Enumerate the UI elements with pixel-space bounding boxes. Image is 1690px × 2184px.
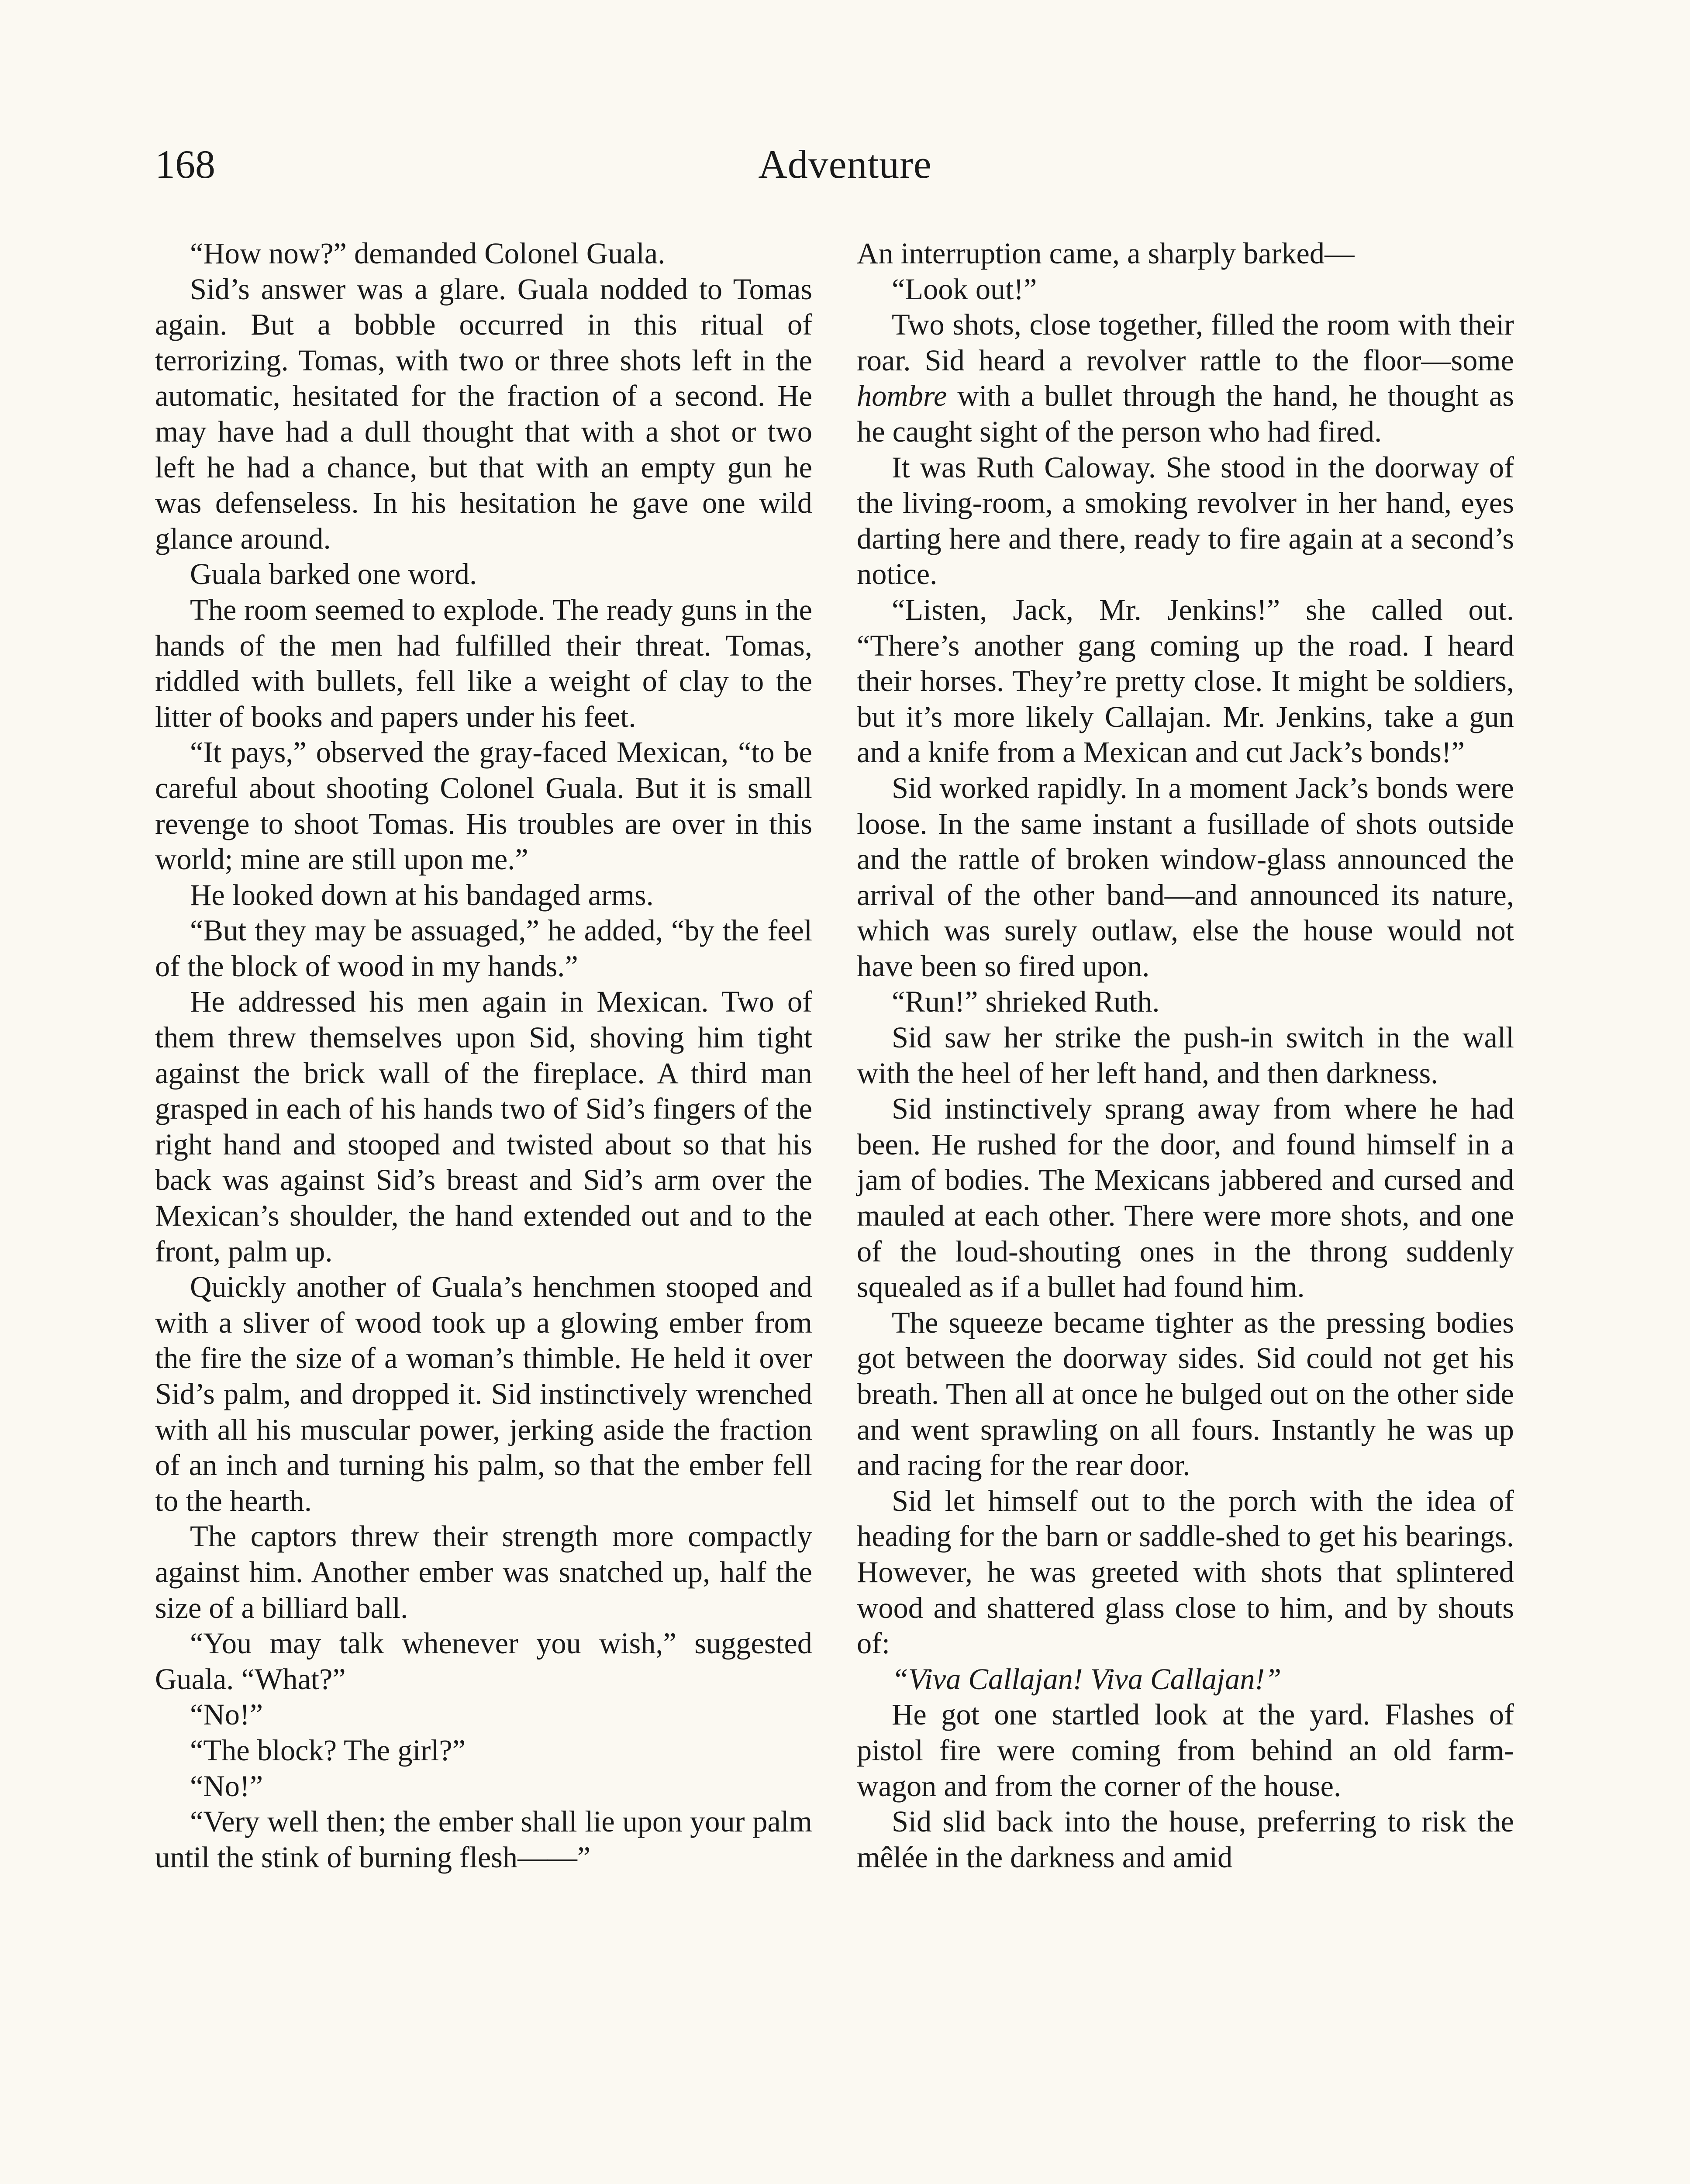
paragraph: He looked down at his bandaged arms.: [190, 878, 654, 912]
paragraph: Sid instinctively sprang away from where he had been. He rushed for the door, and found himself in a jam of bodies. The Mexicans jabbered and cursed and mauled at each other. There were more shots, and one of the loud-shouting ones in the throng suddenly squealed as if a bullet had found him.: [857, 1092, 1514, 1304]
paragraph: Sid saw her strike the push-in switch in the wall with the heel of her left hand, and then darkness.: [857, 1021, 1514, 1090]
continuation-line: An interruption came, a sharply barked—: [857, 237, 1355, 270]
paragraph: “Listen, Jack, Mr. Jenkins!” she called out. “There’s another gang coming up the road. I heard their horses. They’re pretty close. It might be soldiers, but it’s more likely Callajan. Mr. Jenkins, take a gun and a knife from a Mexican and cut Jack’s bonds!”: [857, 593, 1514, 769]
paragraph: He addressed his men again in Mexican. Two of them threw themselves upon Sid, shoving him tight against the brick wall of the fireplace. A third man grasped in each of his hands two of Sid’s fingers of the right hand and stooped and twisted about so that his back was against Sid’s breast and Sid’s arm over the Mexican’s shoulder, the hand extended out and to the front, palm up.: [155, 985, 812, 1268]
paragraph: [857, 307, 1514, 449]
paragraph: Sid worked rapidly. In a moment Jack’s bonds were loose. In the same instant a fusillade of shots outside and the rattle of broken window-glass announced the arrival of the other band—and announced its nature, which was surely outlaw, else the house would not have been so fired upon.: [857, 771, 1514, 983]
paragraph: Quickly another of Guala’s henchmen stooped and with a sliver of wood took up a glowing ember from the fire the size of a woman’s thimble. He held it over Sid’s palm, and dropped it. Sid instinctively wrenched with all his muscular power, jerking aside the fraction of an inch and turning his palm, so that the ember fell to the hearth.: [155, 1270, 812, 1517]
running-head-title: Adventure: [758, 142, 932, 187]
page-number: 168: [155, 142, 215, 187]
paragraph: Sid slid back into the house, preferring to risk the mêlée in the darkness and amid: [857, 1805, 1514, 1874]
paragraph: Sid let himself out to the porch with the idea of heading for the barn or saddle-shed to get his bearings. However, he was greeted with shots that splintered wood and shattered glass close to him, and by shouts of:: [857, 1484, 1514, 1660]
paragraph: “Look out!”: [892, 272, 1037, 306]
paragraph: “You may talk whenever you wish,” suggested Guala. “What?”: [155, 1627, 812, 1696]
paragraph: “Run!” shrieked Ruth.: [892, 985, 1160, 1019]
paragraph: Sid’s answer was a glare. Guala nodded to Tomas again. But a bobble occurred in this ritual of terrorizing. Tomas, with two or three shots left in the automatic, hesitated for the fraction of a second. He may have had a dull thought that with a shot or two left he had a chance, but that with an empty gun he was defenseless. In his hesitation he gave one wild glance around.: [155, 272, 812, 555]
paragraph: It was Ruth Caloway. She stood in the doorway of the living-room, a smoking revolver in her hand, eyes darting here and there, ready to fire again at a second’s notice.: [857, 450, 1514, 591]
paragraph: He got one startled look at the yard. Flashes of pistol fire were coming from behind an old farm-wagon and from the corner of the house.: [857, 1698, 1514, 1803]
paragraph: Guala barked one word.: [190, 557, 477, 591]
paragraph: “No!”: [190, 1769, 263, 1803]
paragraph: The squeeze became tighter as the pressing bodies got between the doorway sides. Sid could not get his breath. Then all at once he bulged out on the other side and went sprawling on all fours. Instantly he was up and racing for the rear door.: [857, 1306, 1514, 1482]
text-run: Two shots, close together, filled the room with their roar. Sid heard a revolver rattle to the floor—some: [857, 308, 1514, 377]
paragraph: “No!”: [190, 1698, 263, 1731]
paragraph: “How now?” demanded Colonel Guala.: [190, 237, 666, 270]
paragraph: The captors threw their strength more compactly against him. Another ember was snatched up, half the size of a billiard ball.: [155, 1520, 812, 1624]
paragraph: [857, 1662, 1514, 1697]
paragraph: “Very well then; the ember shall lie upon your palm until the stink of burning flesh——”: [155, 1805, 812, 1874]
right-column: [857, 236, 1514, 1875]
paragraph: The room seemed to explode. The ready guns in the hands of the men had fulfilled their threat. Tomas, riddled with bullets, fell like a weight of clay to the litter of books and papers under his feet.: [155, 593, 812, 733]
paragraph: “It pays,” observed the gray-faced Mexican, “to be careful about shooting Colonel Guala. But it is small revenge to shoot Tomas. His troubles are over in this world; mine are still upon me.”: [155, 736, 812, 876]
paragraph: “The block? The girl?”: [190, 1733, 466, 1767]
paragraph: “But they may be assuaged,” he added, “by the feel of the block of wood in my hands.”: [155, 914, 812, 983]
italic-shout: “Viva Callajan! Viva Callajan!”: [892, 1662, 1282, 1696]
italic-word: hombre: [857, 379, 947, 413]
left-column: [155, 236, 812, 1875]
text-run: with a bullet through the hand, he thought as he caught sight of the person who had fired.: [857, 379, 1514, 448]
